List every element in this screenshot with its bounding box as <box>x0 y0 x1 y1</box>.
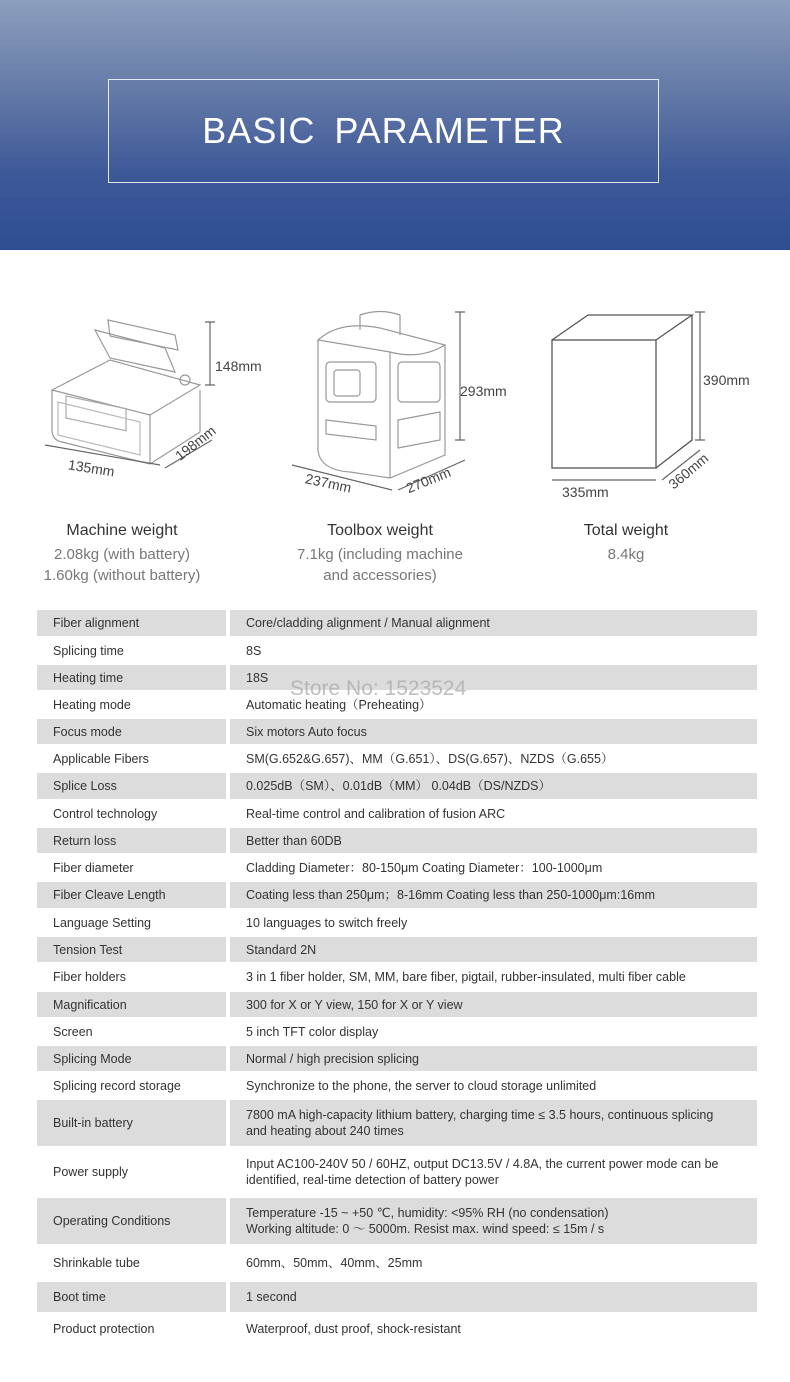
toolbox-width-dim: 237mm <box>303 470 353 496</box>
spec-label: Built-in battery <box>37 1100 226 1148</box>
spec-row <box>37 964 757 992</box>
spec-row <box>37 1148 757 1198</box>
spec-value-line: Core/cladding alignment / Manual alignment <box>246 616 490 630</box>
toolbox-drawing <box>318 312 445 479</box>
spec-value <box>230 937 757 964</box>
spec-label: Operating Conditions <box>37 1198 226 1246</box>
spec-value-line: Normal / high precision splicing <box>246 1051 419 1066</box>
spec-label: Splicing record storage <box>37 1073 226 1100</box>
spec-row <box>37 1100 757 1148</box>
total-depth-dim: 360mm <box>665 449 712 493</box>
spec-value-line: Automatic heating（Preheating） <box>246 697 432 712</box>
spec-value <box>230 746 757 773</box>
spec-value-line: and heating about 240 times <box>246 1124 404 1138</box>
spec-value <box>230 1246 757 1282</box>
spec-value <box>230 610 757 638</box>
spec-row <box>37 1019 757 1046</box>
total-weight-title: Total weight <box>583 522 669 539</box>
spec-row <box>37 882 757 910</box>
spec-value-line: 5 inch TFT color display <box>246 1024 379 1039</box>
spec-label: Splicing Mode <box>37 1046 226 1073</box>
machine-depth-dim: 198mm <box>172 422 219 464</box>
spec-value-line: identified, real-time detection of battery power <box>246 1173 499 1187</box>
machine-drawing <box>52 320 200 464</box>
spec-value <box>230 801 757 828</box>
spec-value-line: Coating less than 250μm；8-16mm Coating less than 250-1000μm:16mm <box>246 888 656 902</box>
spec-label: Magnification <box>37 992 226 1019</box>
spec-value-line: 3 in 1 fiber holder, SM, MM, bare fiber, pigtail, rubber-insulated, multi fiber cable <box>246 970 686 984</box>
spec-label: Splicing time <box>37 638 226 665</box>
spec-label: Fiber diameter <box>37 855 226 882</box>
spec-row <box>37 992 757 1019</box>
spec-row <box>37 937 757 964</box>
total-height-dim: 390mm <box>703 372 750 388</box>
spec-label: Fiber Cleave Length <box>37 882 226 910</box>
spec-label: Focus mode <box>37 719 226 746</box>
header-banner <box>0 0 790 250</box>
toolbox-weight-title: Toolbox weight <box>327 522 433 539</box>
spec-label: Power supply <box>37 1148 226 1198</box>
spec-row <box>37 1073 757 1100</box>
spec-value <box>230 828 757 855</box>
toolbox-weight-block <box>260 522 500 586</box>
spec-value-line: 10 languages to switch freely <box>246 915 408 930</box>
total-weight-block <box>506 522 746 565</box>
spec-value-line: 7800 mA high-capacity lithium battery, charging time ≤ 3.5 hours, continuous splicing <box>246 1108 714 1122</box>
spec-label: Language Setting <box>37 910 226 937</box>
spec-label: Splice Loss <box>37 773 226 801</box>
spec-label: Fiber holders <box>37 964 226 992</box>
spec-value <box>230 910 757 937</box>
spec-value <box>230 1073 757 1100</box>
spec-value-line: SM(G.652&G.657)、MM（G.651）、DS(G.657)、NZDS（G.655） <box>246 751 614 766</box>
spec-value-line: Better than 60DB <box>246 833 342 848</box>
total-width-dim: 335mm <box>562 484 609 500</box>
spec-value-line: Temperature -15 ~ +50 ℃, humidity: <95% RH (no condensation) <box>246 1206 609 1220</box>
spec-label: Tension Test <box>37 937 226 964</box>
spec-value <box>230 719 757 746</box>
spec-row <box>37 855 757 882</box>
spec-row <box>37 828 757 855</box>
spec-row <box>37 910 757 937</box>
spec-value <box>230 855 757 882</box>
spec-value <box>230 1046 757 1073</box>
spec-row <box>37 638 757 665</box>
spec-value <box>230 638 757 665</box>
page-title: BASIC PARAMETER <box>202 110 565 151</box>
spec-label: Applicable Fibers <box>37 746 226 773</box>
spec-row <box>37 1198 757 1246</box>
spec-label: Heating mode <box>37 692 226 719</box>
machine-height-dim: 148mm <box>215 358 262 374</box>
spec-value <box>230 1314 757 1346</box>
spec-row <box>37 773 757 801</box>
spec-value <box>230 1282 757 1314</box>
spec-label: Boot time <box>37 1282 226 1314</box>
spec-value-line: 300 for X or Y view, 150 for X or Y view <box>246 997 463 1012</box>
spec-row <box>37 1246 757 1282</box>
spec-label: Fiber alignment <box>37 610 226 638</box>
toolbox-weight-line1: 7.1kg (including machine <box>297 546 463 563</box>
machine-weight-block <box>2 522 242 586</box>
spec-label: Screen <box>37 1019 226 1046</box>
spec-value-line: Standard 2N <box>246 942 317 957</box>
spec-value <box>230 964 757 992</box>
spec-value <box>230 882 757 910</box>
spec-row <box>37 719 757 746</box>
spec-value-line: 8S <box>246 643 262 658</box>
spec-value-line: Working altitude: 0 ～ 5000m. Resist max. wind speed: ≤ 15m / s <box>246 1222 605 1236</box>
title-box <box>108 79 659 183</box>
total-weight-value: 8.4kg <box>607 546 645 563</box>
spec-row <box>37 801 757 828</box>
spec-value-line: Cladding Diameter：80-150μm Coating Diameter：100-1000μm <box>246 860 603 875</box>
spec-value-line: 0.025dB（SM）、0.01dB（MM） 0.04dB（DS/NZDS） <box>246 779 551 793</box>
store-watermark: Store No: 1523524 <box>290 677 467 700</box>
spec-label: Return loss <box>37 828 226 855</box>
machine-width-dim: 135mm <box>67 456 116 480</box>
spec-value-line: Real-time control and calibration of fusion ARC <box>246 806 506 821</box>
spec-label: Control technology <box>37 801 226 828</box>
spec-row <box>37 1282 757 1314</box>
spec-value-line: Waterproof, dust proof, shock-resistant <box>246 1322 461 1336</box>
spec-row <box>37 1314 757 1346</box>
spec-row <box>37 1046 757 1073</box>
toolbox-height-dim: 293mm <box>460 383 507 399</box>
machine-weight-title: Machine weight <box>66 522 178 539</box>
spec-value <box>230 1019 757 1046</box>
toolbox-weight-line2: and accessories) <box>323 567 437 584</box>
spec-value <box>230 1198 757 1246</box>
spec-label: Heating time <box>37 665 226 692</box>
spec-value <box>230 773 757 801</box>
spec-row <box>37 746 757 773</box>
spec-value-line: Six motors Auto focus <box>246 724 367 739</box>
toolbox-depth-dim: 270mm <box>403 463 453 497</box>
machine-weight-line1: 2.08kg (with battery) <box>54 546 190 563</box>
spec-value-line: Input AC100-240V 50 / 60HZ, output DC13.5V / 4.8A, the current power mode can be <box>246 1157 719 1171</box>
spec-value-line: Synchronize to the phone, the server to cloud storage unlimited <box>246 1078 597 1093</box>
machine-weight-line2: 1.60kg (without battery) <box>43 567 201 584</box>
spec-value <box>230 992 757 1019</box>
spec-label: Product protection <box>37 1314 226 1346</box>
spec-table <box>37 610 757 1346</box>
spec-value <box>230 1100 757 1148</box>
spec-label: Shrinkable tube <box>37 1246 226 1282</box>
spec-value-line: 60mm、50mm、40mm、25mm <box>246 1256 423 1270</box>
total-box-drawing <box>552 315 692 468</box>
spec-value <box>230 1148 757 1198</box>
spec-value-line: 1 second <box>246 1290 297 1304</box>
spec-value-line: 18S <box>246 670 269 685</box>
spec-row <box>37 610 757 638</box>
